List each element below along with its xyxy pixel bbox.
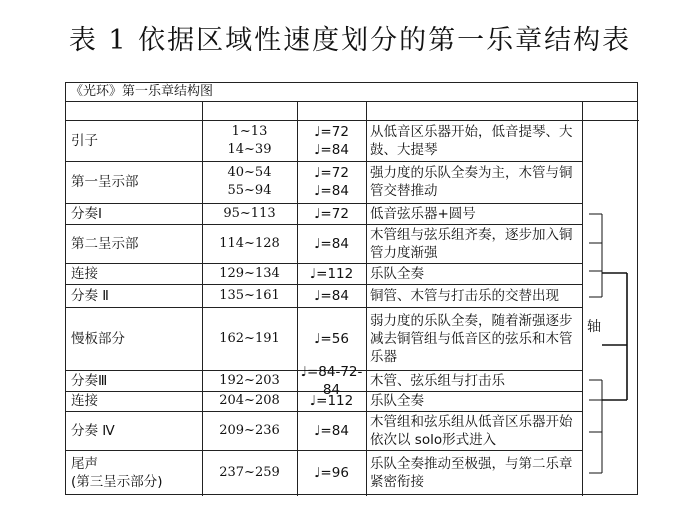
timbre-text: 乐队全奏 [370,393,424,409]
tempo-mark: ♩=84 [314,235,349,252]
bar-range: 192~203 [219,372,280,388]
bar-range: 14~39 [227,141,272,157]
timbre-text: 强力度的乐队全奏为主，木管与铜管交替推动 [370,165,573,199]
timbre-text: 乐队全奏推动至极强，与第二乐章紧密衔接 [370,456,573,490]
section-label: 第二呈示部 [71,235,139,252]
section-label: 连接 [71,265,98,282]
section-label: 尾声 [71,456,98,472]
tempo-mark: ♩=84 [314,183,349,199]
section-label: 分奏Ⅰ [71,205,102,222]
timbre-text: 弱力度的乐队全奏，随着渐强逐步减去铜管组与低音区的弦乐和木管乐器 [370,312,573,365]
tempo-mark: ♩=84 [314,422,349,439]
timbre-text: 铜管、木管与打击乐的交替出现 [370,287,559,304]
tempo-mark: ♩=56 [314,330,349,347]
timbre-text: 木管、弦乐组与打击乐 [370,372,505,389]
timbre-text: 从低音区乐器开始，低音提琴、大鼓、大提琴 [370,123,573,158]
structure-brackets [66,83,639,496]
tempo-mark: ♩=84 [314,287,349,304]
bar-range: 135~161 [219,287,280,303]
tempo-mark: ♩=84-72-84 [300,363,363,398]
section-label: 分奏Ⅲ [71,372,108,389]
table-caption: 《光环》第一乐章结构图 [66,83,637,102]
tempo-mark: ♩=72 [314,123,349,140]
structure-table [65,82,638,495]
tempo-mark: ♩=112 [309,393,354,409]
tempo-mark: ♩=96 [314,465,349,481]
bar-range: 129~134 [219,265,280,281]
tempo-mark: ♩=84 [314,141,349,158]
section-label: (第三呈示部分) [71,474,163,490]
section-label: 引子 [71,132,98,149]
bar-range: 237~259 [219,465,280,480]
timbre-text: 乐队全奏 [370,265,424,282]
section-label: 慢板部分 [71,330,125,347]
tempo-mark: ♩=72 [314,205,349,222]
section-label: 分奏 Ⅱ [71,287,109,304]
table-title: 表 1 依据区域性速度划分的第一乐章结构表 [68,25,632,56]
tempo-mark: ♩=112 [309,265,354,282]
timbre-text: 低音弦乐器+圆号 [370,205,476,222]
bar-range: 114~128 [219,235,280,251]
timbre-text: 木管组和弦乐组从低音区乐器开始依次以 solo形式进入 [370,413,573,448]
axis-label: 轴 [587,319,601,335]
bar-range: 55~94 [227,183,272,198]
bar-range: 1~13 [231,123,268,139]
section-label: 第一呈示部 [71,174,139,190]
tempo-mark: ♩=72 [314,165,349,181]
bar-range: 40~54 [227,165,272,180]
section-label: 分奏 Ⅳ [71,422,115,439]
section-label: 连接 [71,393,98,409]
bar-range: 162~191 [219,330,280,346]
bar-range: 209~236 [219,422,280,438]
timbre-text: 木管组与弦乐组齐奏，逐步加入铜管力度渐强 [370,226,573,261]
bar-range: 95~113 [223,205,276,221]
bar-range: 204~208 [219,393,280,408]
